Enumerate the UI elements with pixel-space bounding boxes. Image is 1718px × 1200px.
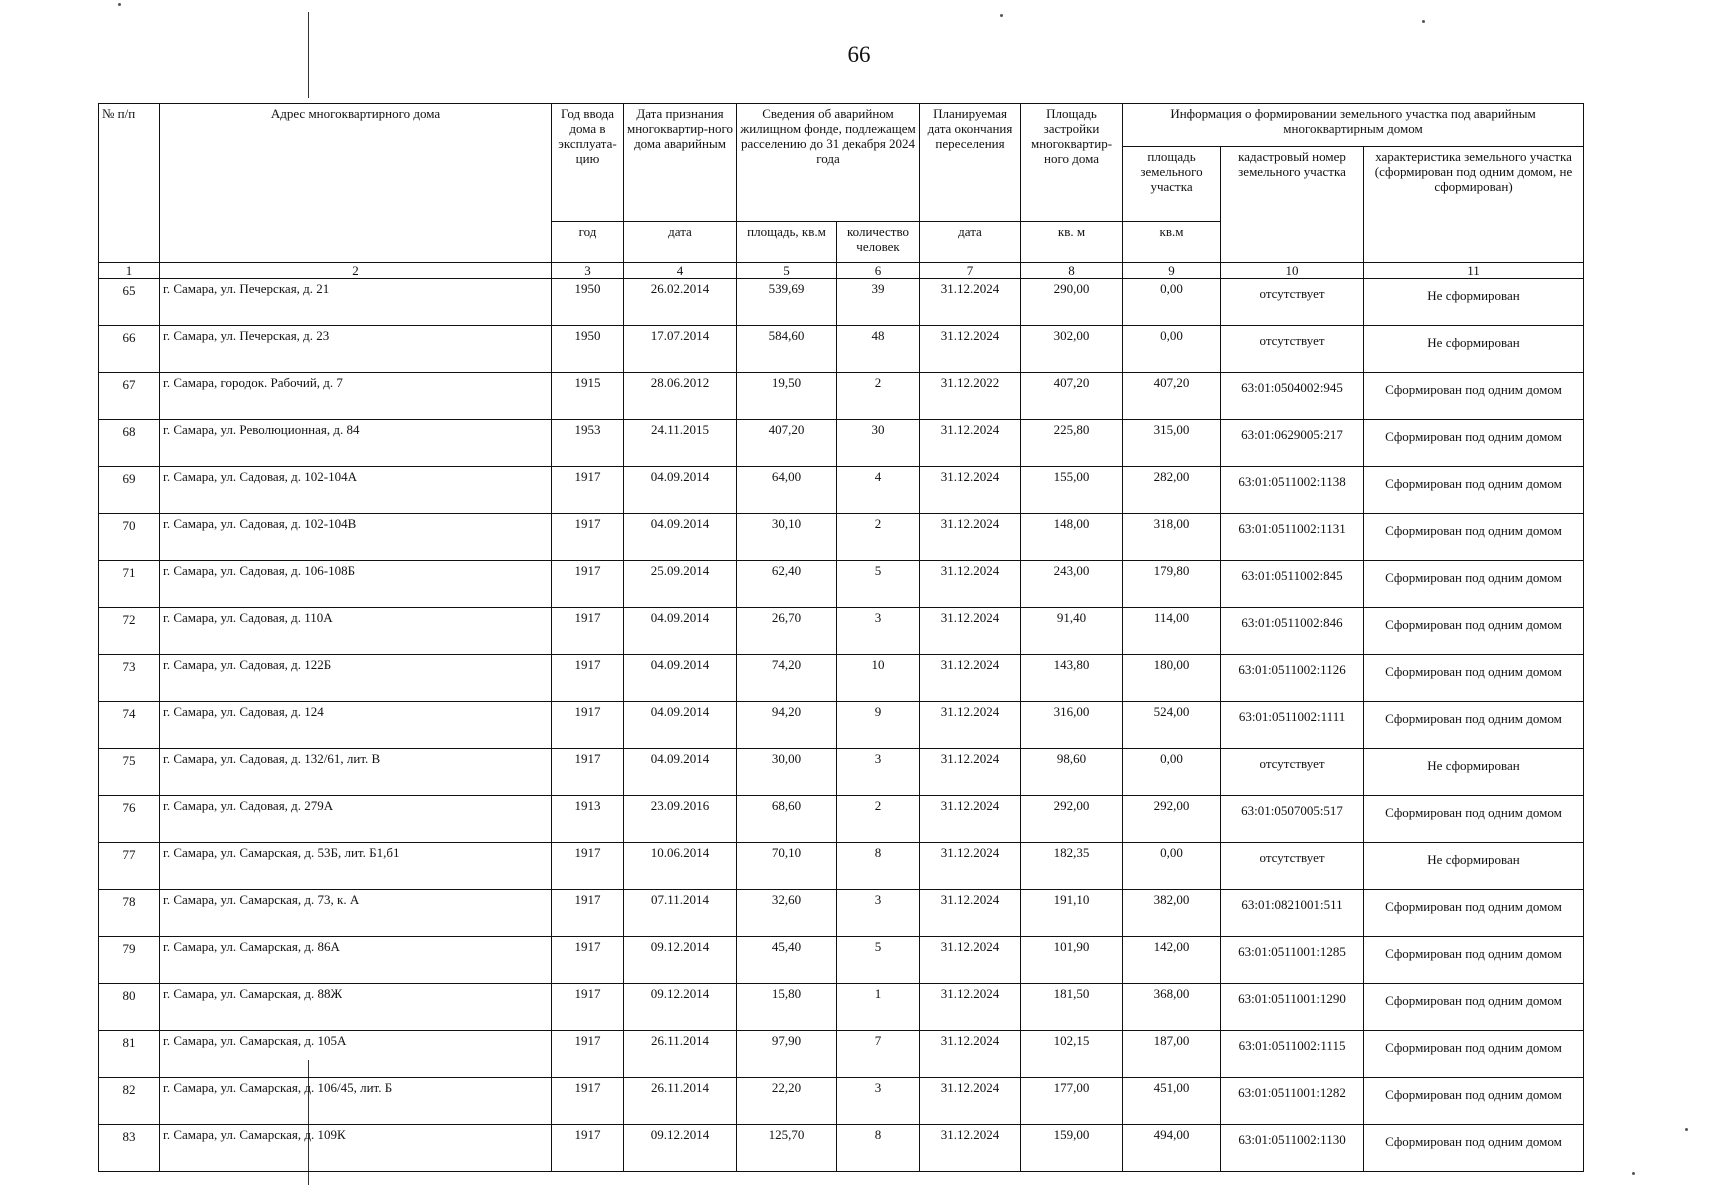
unit-sqm: кв. м — [1021, 222, 1123, 263]
header-date-recognition: Дата признания многоквартир-ного дома аварийным — [624, 104, 737, 222]
land-status-cell: Сформирован под одним домом — [1364, 608, 1584, 655]
table-row — [99, 890, 1584, 937]
unit-people: количество человек — [837, 222, 920, 263]
building-area-cell: 98,60 — [1021, 749, 1123, 796]
date-recognition-cell: 10.06.2014 — [624, 843, 737, 890]
building-area-cell: 292,00 — [1021, 796, 1123, 843]
row-number: 70 — [99, 514, 160, 561]
row-number: 78 — [99, 890, 160, 937]
row-number: 65 — [99, 279, 160, 326]
table-row — [99, 1125, 1584, 1172]
cadastral-number-cell: 63:01:0511001:1290 — [1221, 984, 1364, 1031]
land-status-cell: Не сформирован — [1364, 326, 1584, 373]
people-count-cell: 8 — [837, 1125, 920, 1172]
year-cell: 1917 — [552, 937, 624, 984]
land-area-cell: 368,00 — [1123, 984, 1221, 1031]
year-cell: 1917 — [552, 467, 624, 514]
planned-date-cell: 31.12.2024 — [920, 279, 1021, 326]
land-area-cell: 0,00 — [1123, 326, 1221, 373]
people-count-cell: 2 — [837, 796, 920, 843]
cadastral-number-cell: 63:01:0511002:1111 — [1221, 702, 1364, 749]
land-area-cell: 292,00 — [1123, 796, 1221, 843]
column-number: 5 — [737, 263, 837, 279]
table-row — [99, 326, 1584, 373]
table-row — [99, 655, 1584, 702]
planned-date-cell: 31.12.2024 — [920, 467, 1021, 514]
planned-date-cell: 31.12.2024 — [920, 514, 1021, 561]
land-area-cell: 407,20 — [1123, 373, 1221, 420]
date-recognition-cell: 28.06.2012 — [624, 373, 737, 420]
building-area-cell: 316,00 — [1021, 702, 1123, 749]
planned-date-cell: 31.12.2024 — [920, 1125, 1021, 1172]
date-recognition-cell: 26.11.2014 — [624, 1078, 737, 1125]
people-count-cell: 2 — [837, 514, 920, 561]
year-cell: 1913 — [552, 796, 624, 843]
land-area-cell: 524,00 — [1123, 702, 1221, 749]
people-count-cell: 3 — [837, 890, 920, 937]
area-cell: 30,10 — [737, 514, 837, 561]
table-row — [99, 1078, 1584, 1125]
address-cell: г. Самара, ул. Печерская, д. 21 — [160, 279, 552, 326]
area-cell: 70,10 — [737, 843, 837, 890]
land-area-cell: 382,00 — [1123, 890, 1221, 937]
planned-date-cell: 31.12.2024 — [920, 749, 1021, 796]
address-cell: г. Самара, ул. Садовая, д. 132/61, лит. В — [160, 749, 552, 796]
address-cell: г. Самара, ул. Самарская, д. 73, к. А — [160, 890, 552, 937]
row-number: 82 — [99, 1078, 160, 1125]
planned-date-cell: 31.12.2024 — [920, 890, 1021, 937]
building-area-cell: 182,35 — [1021, 843, 1123, 890]
planned-date-cell: 31.12.2024 — [920, 1078, 1021, 1125]
year-cell: 1917 — [552, 1078, 624, 1125]
people-count-cell: 5 — [837, 937, 920, 984]
address-cell: г. Самара, городок. Рабочий, д. 7 — [160, 373, 552, 420]
building-area-cell: 159,00 — [1021, 1125, 1123, 1172]
land-area-cell: 0,00 — [1123, 749, 1221, 796]
land-area-cell: 142,00 — [1123, 937, 1221, 984]
land-area-cell: 180,00 — [1123, 655, 1221, 702]
year-cell: 1917 — [552, 702, 624, 749]
people-count-cell: 30 — [837, 420, 920, 467]
table-row — [99, 373, 1584, 420]
people-count-cell: 4 — [837, 467, 920, 514]
land-status-cell: Сформирован под одним домом — [1364, 937, 1584, 984]
date-recognition-cell: 04.09.2014 — [624, 749, 737, 796]
land-status-cell: Сформирован под одним домом — [1364, 890, 1584, 937]
land-status-cell: Сформирован под одним домом — [1364, 514, 1584, 561]
cadastral-number-cell: 63:01:0511002:1126 — [1221, 655, 1364, 702]
date-recognition-cell: 04.09.2014 — [624, 608, 737, 655]
scan-speck — [1422, 20, 1425, 23]
unit-sqm-land: кв.м — [1123, 222, 1221, 263]
row-number: 74 — [99, 702, 160, 749]
cadastral-number-cell: отсутствует — [1221, 279, 1364, 326]
date-recognition-cell: 26.02.2014 — [624, 279, 737, 326]
land-area-cell: 0,00 — [1123, 279, 1221, 326]
year-cell: 1917 — [552, 749, 624, 796]
land-area-cell: 187,00 — [1123, 1031, 1221, 1078]
year-cell: 1953 — [552, 420, 624, 467]
people-count-cell: 3 — [837, 749, 920, 796]
address-cell: г. Самара, ул. Садовая, д. 106-108Б — [160, 561, 552, 608]
cadastral-number-cell: отсутствует — [1221, 326, 1364, 373]
building-area-cell: 243,00 — [1021, 561, 1123, 608]
land-area-cell: 114,00 — [1123, 608, 1221, 655]
table-row — [99, 1031, 1584, 1078]
address-cell: г. Самара, ул. Самарская, д. 86А — [160, 937, 552, 984]
cadastral-number-cell: 63:01:0821001:511 — [1221, 890, 1364, 937]
area-cell: 125,70 — [737, 1125, 837, 1172]
table-row — [99, 937, 1584, 984]
cadastral-number-cell: 63:01:0504002:945 — [1221, 373, 1364, 420]
planned-date-cell: 31.12.2024 — [920, 561, 1021, 608]
building-area-cell: 143,80 — [1021, 655, 1123, 702]
column-number: 2 — [160, 263, 552, 279]
page-number: 66 — [847, 42, 871, 67]
cadastral-number-cell: 63:01:0511002:1131 — [1221, 514, 1364, 561]
table-row — [99, 843, 1584, 890]
column-number: 7 — [920, 263, 1021, 279]
row-number: 71 — [99, 561, 160, 608]
land-status-cell: Сформирован под одним домом — [1364, 467, 1584, 514]
people-count-cell: 48 — [837, 326, 920, 373]
land-area-cell: 315,00 — [1123, 420, 1221, 467]
people-count-cell: 10 — [837, 655, 920, 702]
scan-speck — [1685, 1128, 1688, 1131]
unit-area: площадь, кв.м — [737, 222, 837, 263]
cadastral-number-cell: отсутствует — [1221, 749, 1364, 796]
planned-date-cell: 31.12.2024 — [920, 608, 1021, 655]
date-recognition-cell: 23.09.2016 — [624, 796, 737, 843]
building-area-cell: 181,50 — [1021, 984, 1123, 1031]
land-status-cell: Сформирован под одним домом — [1364, 373, 1584, 420]
address-cell: г. Самара, ул. Самарская, д. 105А — [160, 1031, 552, 1078]
area-cell: 26,70 — [737, 608, 837, 655]
cadastral-number-cell: 63:01:0629005:217 — [1221, 420, 1364, 467]
table-body — [99, 279, 1584, 1172]
area-cell: 45,40 — [737, 937, 837, 984]
cadastral-number-cell: отсутствует — [1221, 843, 1364, 890]
planned-date-cell: 31.12.2024 — [920, 420, 1021, 467]
area-cell: 15,80 — [737, 984, 837, 1031]
land-status-cell: Сформирован под одним домом — [1364, 702, 1584, 749]
table-row — [99, 420, 1584, 467]
address-cell: г. Самара, ул. Печерская, д. 23 — [160, 326, 552, 373]
area-cell: 64,00 — [737, 467, 837, 514]
date-recognition-cell: 09.12.2014 — [624, 937, 737, 984]
date-recognition-cell: 09.12.2014 — [624, 984, 737, 1031]
people-count-cell: 7 — [837, 1031, 920, 1078]
date-recognition-cell: 17.07.2014 — [624, 326, 737, 373]
year-cell: 1950 — [552, 279, 624, 326]
table-row — [99, 608, 1584, 655]
cadastral-number-cell: 63:01:0511002:846 — [1221, 608, 1364, 655]
year-cell: 1917 — [552, 1031, 624, 1078]
row-number: 75 — [99, 749, 160, 796]
area-cell: 97,90 — [737, 1031, 837, 1078]
table-row — [99, 796, 1584, 843]
emergency-housing-table — [98, 103, 1584, 1172]
address-cell: г. Самара, ул. Садовая, д. 279А — [160, 796, 552, 843]
header-year: Год ввода дома в эксплуата-цию — [552, 104, 624, 222]
land-area-cell: 179,80 — [1123, 561, 1221, 608]
building-area-cell: 225,80 — [1021, 420, 1123, 467]
column-number: 10 — [1221, 263, 1364, 279]
planned-date-cell: 31.12.2024 — [920, 1031, 1021, 1078]
date-recognition-cell: 04.09.2014 — [624, 655, 737, 702]
row-number: 81 — [99, 1031, 160, 1078]
area-cell: 62,40 — [737, 561, 837, 608]
row-number: 79 — [99, 937, 160, 984]
header-emergency-info: Сведения об аварийном жилищном фонде, подлежащем расселению до 31 декабря 2024 года — [737, 104, 920, 222]
row-number: 83 — [99, 1125, 160, 1172]
building-area-cell: 102,15 — [1021, 1031, 1123, 1078]
area-cell: 30,00 — [737, 749, 837, 796]
row-number: 77 — [99, 843, 160, 890]
row-number: 69 — [99, 467, 160, 514]
land-status-cell: Не сформирован — [1364, 279, 1584, 326]
table-row — [99, 702, 1584, 749]
year-cell: 1950 — [552, 326, 624, 373]
address-cell: г. Самара, ул. Самарская, д. 106/45, лит. Б — [160, 1078, 552, 1125]
address-cell: г. Самара, ул. Самарская, д. 53Б, лит. Б1,б1 — [160, 843, 552, 890]
address-cell: г. Самара, ул. Садовая, д. 102-104А — [160, 467, 552, 514]
year-cell: 1917 — [552, 843, 624, 890]
year-cell: 1917 — [552, 890, 624, 937]
land-area-cell: 451,00 — [1123, 1078, 1221, 1125]
date-recognition-cell: 04.09.2014 — [624, 702, 737, 749]
table-row — [99, 984, 1584, 1031]
header-land-area: площадь земельного участка — [1123, 147, 1221, 222]
land-area-cell: 494,00 — [1123, 1125, 1221, 1172]
unit-year: год — [552, 222, 624, 263]
table-row — [99, 514, 1584, 561]
cadastral-number-cell: 63:01:0511002:1138 — [1221, 467, 1364, 514]
address-cell: г. Самара, ул. Садовая, д. 122Б — [160, 655, 552, 702]
area-cell: 32,60 — [737, 890, 837, 937]
area-cell: 19,50 — [737, 373, 837, 420]
date-recognition-cell: 25.09.2014 — [624, 561, 737, 608]
address-cell: г. Самара, ул. Самарская, д. 109К — [160, 1125, 552, 1172]
column-number: 11 — [1364, 263, 1584, 279]
land-status-cell: Не сформирован — [1364, 843, 1584, 890]
header-num: № п/п — [99, 104, 160, 263]
row-number: 76 — [99, 796, 160, 843]
area-cell: 94,20 — [737, 702, 837, 749]
year-cell: 1917 — [552, 514, 624, 561]
column-number: 6 — [837, 263, 920, 279]
table-row — [99, 561, 1584, 608]
people-count-cell: 2 — [837, 373, 920, 420]
planned-date-cell: 31.12.2024 — [920, 702, 1021, 749]
land-status-cell: Сформирован под одним домом — [1364, 984, 1584, 1031]
land-status-cell: Сформирован под одним домом — [1364, 1031, 1584, 1078]
table-row — [99, 749, 1584, 796]
year-cell: 1917 — [552, 608, 624, 655]
people-count-cell: 9 — [837, 702, 920, 749]
column-number: 3 — [552, 263, 624, 279]
column-number: 4 — [624, 263, 737, 279]
area-cell: 539,69 — [737, 279, 837, 326]
date-recognition-cell: 24.11.2015 — [624, 420, 737, 467]
land-status-cell: Сформирован под одним домом — [1364, 561, 1584, 608]
unit-planned-date: дата — [920, 222, 1021, 263]
area-cell: 407,20 — [737, 420, 837, 467]
header-building-area: Площадь застройки многоквартир-ного дома — [1021, 104, 1123, 222]
column-number: 8 — [1021, 263, 1123, 279]
date-recognition-cell: 04.09.2014 — [624, 514, 737, 561]
date-recognition-cell: 09.12.2014 — [624, 1125, 737, 1172]
area-cell: 68,60 — [737, 796, 837, 843]
land-status-cell: Сформирован под одним домом — [1364, 420, 1584, 467]
date-recognition-cell: 26.11.2014 — [624, 1031, 737, 1078]
people-count-cell: 39 — [837, 279, 920, 326]
people-count-cell: 3 — [837, 1078, 920, 1125]
building-area-cell: 148,00 — [1021, 514, 1123, 561]
planned-date-cell: 31.12.2024 — [920, 655, 1021, 702]
address-cell: г. Самара, ул. Садовая, д. 102-104В — [160, 514, 552, 561]
land-status-cell: Не сформирован — [1364, 749, 1584, 796]
area-cell: 584,60 — [737, 326, 837, 373]
cadastral-number-cell: 63:01:0511001:1285 — [1221, 937, 1364, 984]
area-cell: 22,20 — [737, 1078, 837, 1125]
table-row — [99, 467, 1584, 514]
building-area-cell: 302,00 — [1021, 326, 1123, 373]
planned-date-cell: 31.12.2024 — [920, 843, 1021, 890]
planned-date-cell: 31.12.2022 — [920, 373, 1021, 420]
scan-speck — [118, 3, 121, 6]
year-cell: 1917 — [552, 561, 624, 608]
cadastral-number-cell: 63:01:0511002:1130 — [1221, 1125, 1364, 1172]
building-area-cell: 177,00 — [1021, 1078, 1123, 1125]
scan-speck — [1000, 14, 1003, 17]
land-status-cell: Сформирован под одним домом — [1364, 1078, 1584, 1125]
building-area-cell: 407,20 — [1021, 373, 1123, 420]
year-cell: 1917 — [552, 984, 624, 1031]
date-recognition-cell: 07.11.2014 — [624, 890, 737, 937]
land-area-cell: 0,00 — [1123, 843, 1221, 890]
people-count-cell: 1 — [837, 984, 920, 1031]
land-area-cell: 282,00 — [1123, 467, 1221, 514]
column-number: 9 — [1123, 263, 1221, 279]
cadastral-number-cell: 63:01:0511001:1282 — [1221, 1078, 1364, 1125]
row-number: 67 — [99, 373, 160, 420]
row-number: 68 — [99, 420, 160, 467]
land-area-cell: 318,00 — [1123, 514, 1221, 561]
header-land-info: Информация о формировании земельного участка под аварийным многоквартирным домом — [1123, 104, 1584, 147]
land-status-cell: Сформирован под одним домом — [1364, 796, 1584, 843]
year-cell: 1915 — [552, 373, 624, 420]
people-count-cell: 3 — [837, 608, 920, 655]
address-cell: г. Самара, ул. Садовая, д. 124 — [160, 702, 552, 749]
building-area-cell: 290,00 — [1021, 279, 1123, 326]
cadastral-number-cell: 63:01:0511002:845 — [1221, 561, 1364, 608]
scan-speck — [1632, 1172, 1635, 1175]
planned-date-cell: 31.12.2024 — [920, 984, 1021, 1031]
year-cell: 1917 — [552, 1125, 624, 1172]
people-count-cell: 5 — [837, 561, 920, 608]
address-cell: г. Самара, ул. Революционная, д. 84 — [160, 420, 552, 467]
column-number: 1 — [99, 263, 160, 279]
building-area-cell: 191,10 — [1021, 890, 1123, 937]
building-area-cell: 101,90 — [1021, 937, 1123, 984]
header-address: Адрес многоквартирного дома — [160, 104, 552, 263]
address-cell: г. Самара, ул. Садовая, д. 110А — [160, 608, 552, 655]
people-count-cell: 8 — [837, 843, 920, 890]
header-planned-date: Планируемая дата окончания переселения — [920, 104, 1021, 222]
planned-date-cell: 31.12.2024 — [920, 326, 1021, 373]
planned-date-cell: 31.12.2024 — [920, 937, 1021, 984]
row-number: 73 — [99, 655, 160, 702]
table-row — [99, 279, 1584, 326]
header-cadastral: кадастровый номер земельного участка — [1221, 147, 1364, 263]
year-cell: 1917 — [552, 655, 624, 702]
cadastral-number-cell: 63:01:0511002:1115 — [1221, 1031, 1364, 1078]
land-status-cell: Сформирован под одним домом — [1364, 655, 1584, 702]
area-cell: 74,20 — [737, 655, 837, 702]
building-area-cell: 155,00 — [1021, 467, 1123, 514]
row-number: 66 — [99, 326, 160, 373]
address-cell: г. Самара, ул. Самарская, д. 88Ж — [160, 984, 552, 1031]
cadastral-number-cell: 63:01:0507005:517 — [1221, 796, 1364, 843]
unit-date: дата — [624, 222, 737, 263]
land-status-cell: Сформирован под одним домом — [1364, 1125, 1584, 1172]
planned-date-cell: 31.12.2024 — [920, 796, 1021, 843]
row-number: 72 — [99, 608, 160, 655]
date-recognition-cell: 04.09.2014 — [624, 467, 737, 514]
row-number: 80 — [99, 984, 160, 1031]
header-land-status: характеристика земельного участка (сформирован под одним домом, не сформирован) — [1364, 147, 1584, 263]
building-area-cell: 91,40 — [1021, 608, 1123, 655]
